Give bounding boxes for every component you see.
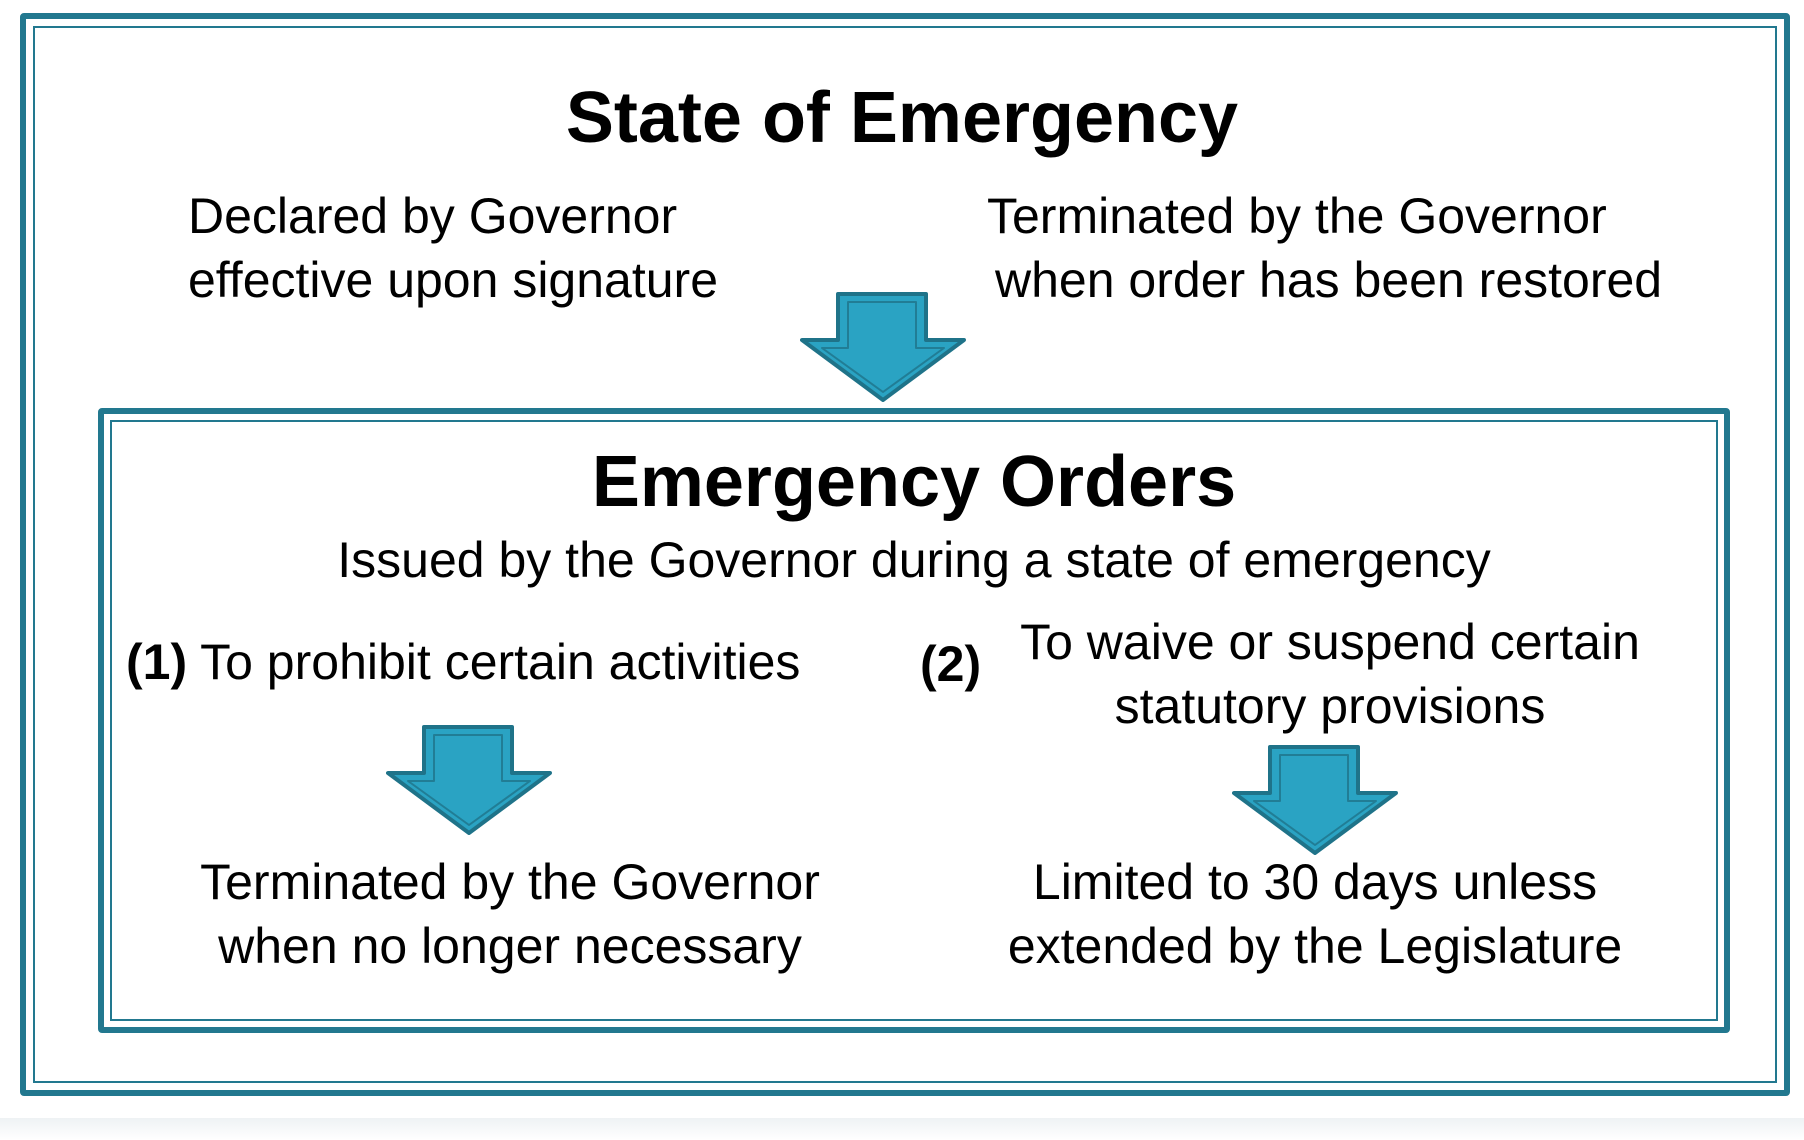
down-arrow-icon [800, 292, 966, 402]
order-item-2-result-line-2: extended by the Legislature [1007, 918, 1623, 974]
bottom-edge-shade [0, 1118, 1804, 1140]
order-item-2-line-1: To waive or suspend certain [1020, 614, 1640, 670]
terminated-by-governor-text [985, 184, 1725, 312]
declared-by-governor-text [188, 184, 718, 312]
order-item-1-result-line-2: when no longer necessary [218, 918, 802, 974]
order-item-2-text [990, 610, 1670, 738]
order-item-1-result-line-1: Terminated by the Governor [200, 854, 820, 910]
emergency-orders-title: Emergency Orders [591, 442, 1237, 522]
down-arrow-icon [1232, 745, 1398, 855]
terminated-line-1: Terminated by the Governor [987, 188, 1607, 244]
order-item-1-result [150, 850, 870, 978]
terminated-line-2: when order has been restored [995, 252, 1663, 308]
down-arrow-icon [386, 725, 552, 835]
order-item-1-text: To prohibit certain activities [200, 634, 801, 690]
order-item-2-line-2: statutory provisions [1114, 678, 1546, 734]
order-item-2-result-line-1: Limited to 30 days unless [1032, 854, 1598, 910]
order-item-2-result [955, 850, 1675, 978]
declared-line-2: effective upon signature [188, 252, 719, 308]
state-of-emergency-title: State of Emergency [565, 78, 1239, 158]
declared-line-1: Declared by Governor [188, 188, 678, 244]
emergency-orders-subtitle: Issued by the Governor during a state of emergency [337, 532, 1491, 588]
order-item-2-number: (2) [920, 636, 982, 692]
order-item-1-number: (1) [126, 634, 188, 690]
order-item-1 [126, 630, 800, 694]
